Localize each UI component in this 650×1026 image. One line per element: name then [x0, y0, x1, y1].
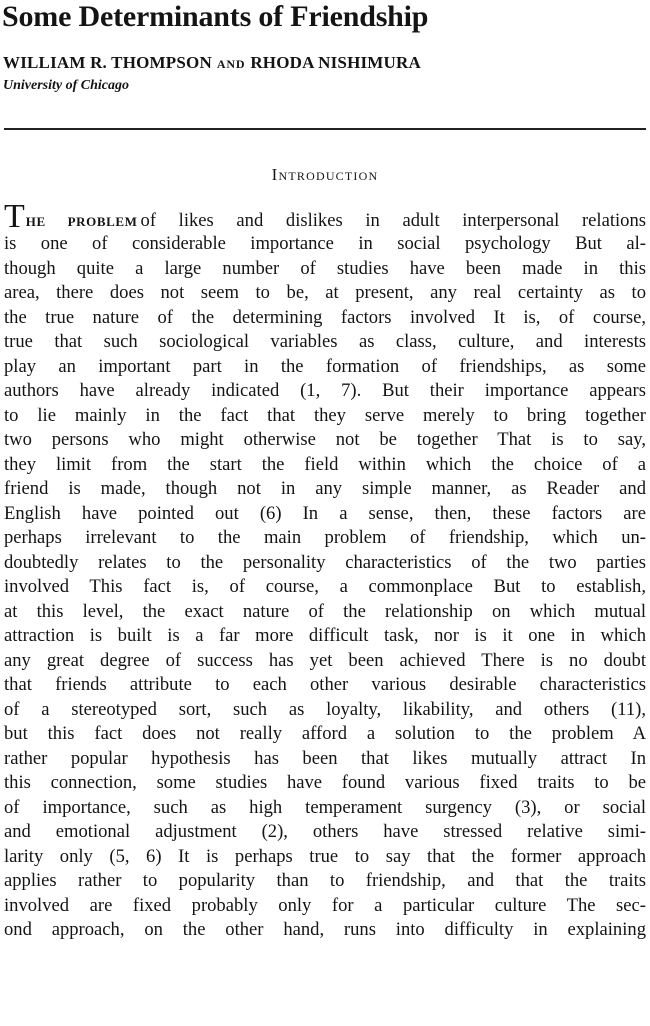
text-line: play an important part in the formation of friendships, as some: [4, 355, 646, 377]
first-line-rest: of likes and dislikes in adult interpersonal relations: [140, 210, 646, 231]
text-line: of a stereotyped sort, such as loyalty, likability, and others (11),: [4, 698, 646, 720]
text-line: attraction is built is a far more difficult task, nor is it one in which: [4, 625, 646, 646]
text-line: rather popular hypothesis has been that likes mutually attract In: [4, 747, 646, 769]
text-line: larity only (5, 6) It is perhaps true to say that the former approach: [4, 845, 646, 867]
text-line: two persons who might otherwise not be together That is to say,: [4, 429, 646, 450]
text-line: of importance, such as high temperament surgency (3), or social: [4, 796, 646, 818]
section-heading: Introduction: [271, 165, 379, 184]
lead-in-smallcaps: HE PROBLEM: [25, 214, 138, 229]
header-rule: [4, 128, 646, 130]
text-line: that friends attribute to each other various desirable characteristics: [4, 674, 646, 695]
text-line: perhaps irrelevant to the main problem of friendship, which un-: [4, 527, 646, 548]
text-line: area, there does not seem to be, at present, any real certainty as to: [4, 282, 646, 303]
text-line-first: [4, 204, 646, 232]
text-line: but this fact does not really afford a solution to the problem A: [4, 723, 646, 744]
affiliation: University of Chicago: [3, 78, 129, 93]
text-line: involved This fact is, of course, a commonplace But to establish,: [4, 576, 646, 597]
text-line: any great degree of success has yet been achieved There is no doubt: [4, 649, 646, 671]
text-line: though quite a large number of studies have been made in this: [4, 257, 646, 279]
author-line: [3, 53, 421, 73]
text-line: authors have already indicated (1, 7). But their importance appears: [4, 380, 646, 401]
text-line: applies rather to popularity than to friendship, and that the traits: [4, 870, 646, 891]
article-title: Some Determinants of Friendship: [2, 0, 429, 33]
author-conjunction: AND: [216, 57, 246, 71]
text-line: to lie mainly in the fact that they serve merely to bring together: [4, 404, 646, 426]
author-nishimura: RHODA NISHIMURA: [250, 53, 421, 72]
text-line: is one of considerable importance in social psychology But al-: [4, 233, 646, 254]
text-line: ond approach, on the other hand, runs into difficulty in explaining: [4, 919, 646, 940]
text-line: this connection, some studies have found various fixed traits to be: [4, 772, 646, 793]
text-line: involved are fixed probably only for a particular culture The sec-: [4, 894, 646, 916]
text-line: and emotional adjustment (2), others have stressed relative simi-: [4, 821, 646, 842]
text-line: the true nature of the determining factors involved It is, of course,: [4, 306, 646, 328]
text-line: at this level, the exact nature of the relationship on which mutual: [4, 600, 646, 622]
drop-cap: T: [4, 204, 25, 232]
body-text: [4, 204, 646, 943]
text-line: friend is made, though not in any simple manner, as Reader and: [4, 478, 646, 499]
text-line: true that such sociological variables as class, culture, and interests: [4, 331, 646, 352]
text-line: doubtedly relates to the personality characteristics of the two parties: [4, 551, 646, 573]
text-line: they limit from the start the field within which the choice of a: [4, 453, 646, 475]
author-thompson: WILLIAM R. THOMPSON: [3, 53, 212, 72]
text-line: English have pointed out (6) In a sense, then, these factors are: [4, 502, 646, 524]
